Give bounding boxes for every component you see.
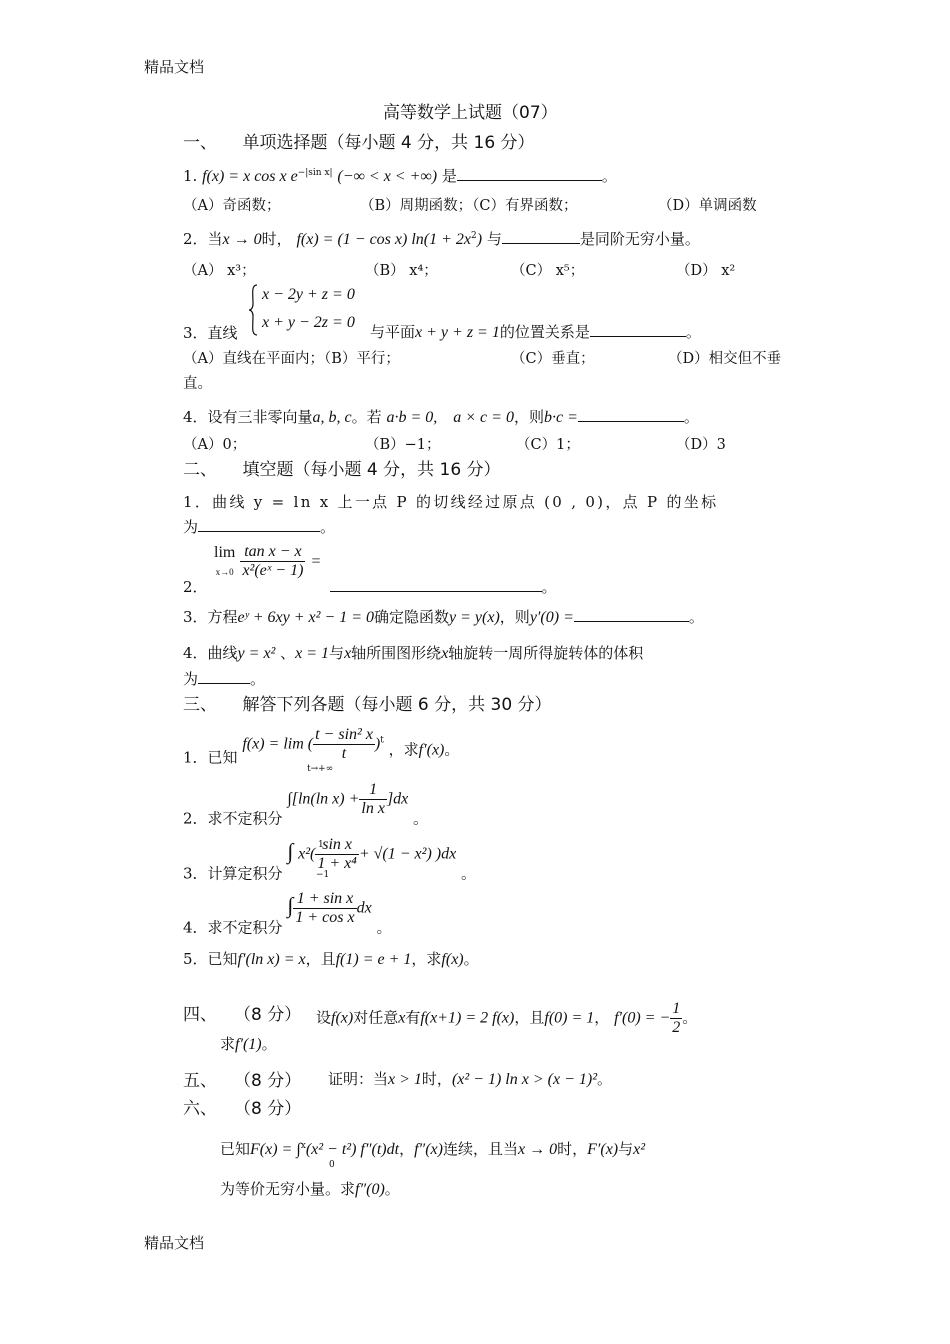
fill-3: 3．方程eʸ + 6xy + x² − 1 = 0确定隐函数y = y(x)，则y′(0) = 。 bbox=[183, 608, 704, 626]
q3-option-d: （D）相交但不垂 bbox=[668, 351, 782, 367]
question-1: 1. f(x) = x cos x $e^{-|sin x|}$ (−∞ < x < +∞) 是 。 bbox=[183, 167, 617, 185]
q2-expression: f(x) = (1 − cos x) ln(1 + 2x bbox=[296, 231, 472, 248]
f1-answer-blank[interactable] bbox=[198, 517, 320, 532]
section-5-heading: 五、 （8 分） bbox=[183, 1071, 302, 1091]
q3-equation-2: x + y − 2z = 0 bbox=[262, 314, 355, 331]
q1-answer-blank[interactable] bbox=[457, 166, 602, 181]
a1-limit-subscript: t→+∞ bbox=[307, 764, 334, 774]
q4-option-a: （A）0； bbox=[183, 437, 247, 453]
fill-4-line-2: 为 。 bbox=[183, 670, 266, 688]
q2-option-b: （B） x⁴； bbox=[365, 263, 438, 279]
fill-4: 4．曲线y = x² 、x = 1与x轴所围图形绕x轴旋转一周所得旋转体的体积 bbox=[183, 644, 644, 662]
fill-2-expression: lim x→0 $\frac{\text{tan x − x}}{\text{x²(eˣ − 1)}}$ = bbox=[214, 543, 322, 579]
q4-condition: a·b = 0, a × c = 0 bbox=[386, 409, 514, 426]
answer-3: 3．计算定积分 ∫ x²( $\frac{\text{sin x}}{\text{1 + x⁴}}$ + √(1 − x²) )dx 。 bbox=[183, 836, 476, 883]
fill-1: 1．曲线 y = ln x 上一点 P 的切线经过原点 (0 , 0)，点 P 的坐标 bbox=[183, 493, 719, 511]
problem-4: 设f(x)对任意x有f(x+1) = 2 f(x)，且f(0) = 1， f′(0) = − $\frac{1}{2}$ 。 bbox=[316, 1000, 698, 1036]
q2-option-d: （D） x² bbox=[676, 263, 736, 279]
section-3-heading: 三、 解答下列各题（每小题 6 分，共 30 分） bbox=[183, 695, 552, 715]
q1-expression: f(x) = x cos x e bbox=[202, 168, 298, 185]
system-brace bbox=[248, 284, 258, 336]
question-2: 2．当x → 0时， f(x) = (1 − cos x) $\ln(1 + 2x^2)$ 与 是同阶无穷小量。 bbox=[183, 230, 700, 248]
section-2-heading: 二、 填空题（每小题 4 分，共 16 分） bbox=[183, 460, 501, 480]
answer-5: 5．已知f′(ln x) = x，且f(1) = e + 1，求f(x)。 bbox=[183, 950, 479, 968]
f2-answer-blank[interactable] bbox=[330, 577, 542, 592]
q1-option-d: （D）单调函数 bbox=[658, 198, 757, 214]
q2-option-c: （C） x⁵； bbox=[511, 263, 585, 279]
a3-lower-limit: −1 bbox=[316, 870, 330, 880]
f3-answer-blank[interactable] bbox=[574, 607, 689, 622]
problem-6: 已知F(x) = ∫$^x$(x² − t²) f″(t)dt，f″(x)连续，且当x → 0时，F′(x)与x² bbox=[220, 1140, 646, 1158]
q1-option-a: （A）奇函数； bbox=[183, 198, 281, 214]
answer-2: 2．求不定积分 ∫[ln(ln x) + $\frac{1}{\text{ln x}}$ ]dx 。 bbox=[183, 781, 429, 828]
section-4-heading: 四、 （8 分） bbox=[183, 1005, 302, 1025]
q1-range: (−∞ < x < +∞) bbox=[337, 168, 438, 185]
f3-equation: eʸ + 6xy + x² − 1 = 0 bbox=[237, 609, 375, 626]
page-title: 高等数学上试题（07） bbox=[383, 103, 558, 123]
a3-upper-limit: 1 bbox=[318, 840, 324, 850]
q4-option-b: （B）−1； bbox=[365, 437, 441, 453]
question-3: 与平面x + y + z = 1的位置关系是 。 bbox=[370, 323, 701, 341]
page-footer: 精品文档 bbox=[144, 1234, 205, 1252]
section-6-heading: 六、 （8 分） bbox=[183, 1099, 302, 1119]
section-1-heading: 一、 单项选择题（每小题 4 分，共 16 分） bbox=[183, 133, 535, 153]
fill-1-line-2: 为 。 bbox=[183, 518, 336, 536]
q3-option-c: （C）垂直； bbox=[511, 351, 595, 367]
q1-option-bc: （B）周期函数；（C）有界函数； bbox=[360, 198, 578, 214]
q2-option-a: （A） x³； bbox=[183, 263, 256, 279]
q3-answer-blank[interactable] bbox=[590, 322, 686, 337]
problem-6-line-2: 为等价无穷小量。求f″(0)。 bbox=[220, 1180, 400, 1198]
q3-equation-1: x − 2y + z = 0 bbox=[262, 286, 355, 303]
answer-1: 1．已知 f(x) = lim ( $\frac{\text{t − sin² x}}{t}$ )$^t$ ，求f′(x)。 bbox=[183, 726, 460, 767]
q3-plane: x + y + z = 1 bbox=[415, 324, 500, 341]
q4-option-c: （C）1； bbox=[516, 437, 580, 453]
problem-4-line-2: 求f′(1)。 bbox=[220, 1035, 277, 1053]
q3-prefix: 3．直线 bbox=[183, 324, 238, 342]
f4-answer-blank[interactable] bbox=[198, 669, 250, 684]
fill-2: 2． 。 bbox=[183, 578, 557, 596]
problem-5: 证明：当x > 1时，(x² − 1) ln x > (x − 1)²。 bbox=[328, 1070, 612, 1088]
page-header: 精品文档 bbox=[144, 58, 205, 76]
answer-4: 4．求不定积分 ∫ $\frac{\text{1 + sin x}}{\text{1 + cos x}}$ dx 。 bbox=[183, 890, 392, 937]
q4-answer-blank[interactable] bbox=[578, 407, 684, 422]
q3-option-d-cont: 直。 bbox=[183, 376, 212, 392]
q3-option-ab: （A）直线在平面内；（B）平行； bbox=[183, 351, 400, 367]
q4-option-d: （D）3 bbox=[676, 437, 726, 453]
p6-lower-limit: 0 bbox=[329, 1160, 335, 1170]
q2-answer-blank[interactable] bbox=[502, 229, 580, 244]
question-4: 4．设有三非零向量a, b, c。若 a·b = 0, a × c = 0，则b·c = 。 bbox=[183, 408, 699, 426]
